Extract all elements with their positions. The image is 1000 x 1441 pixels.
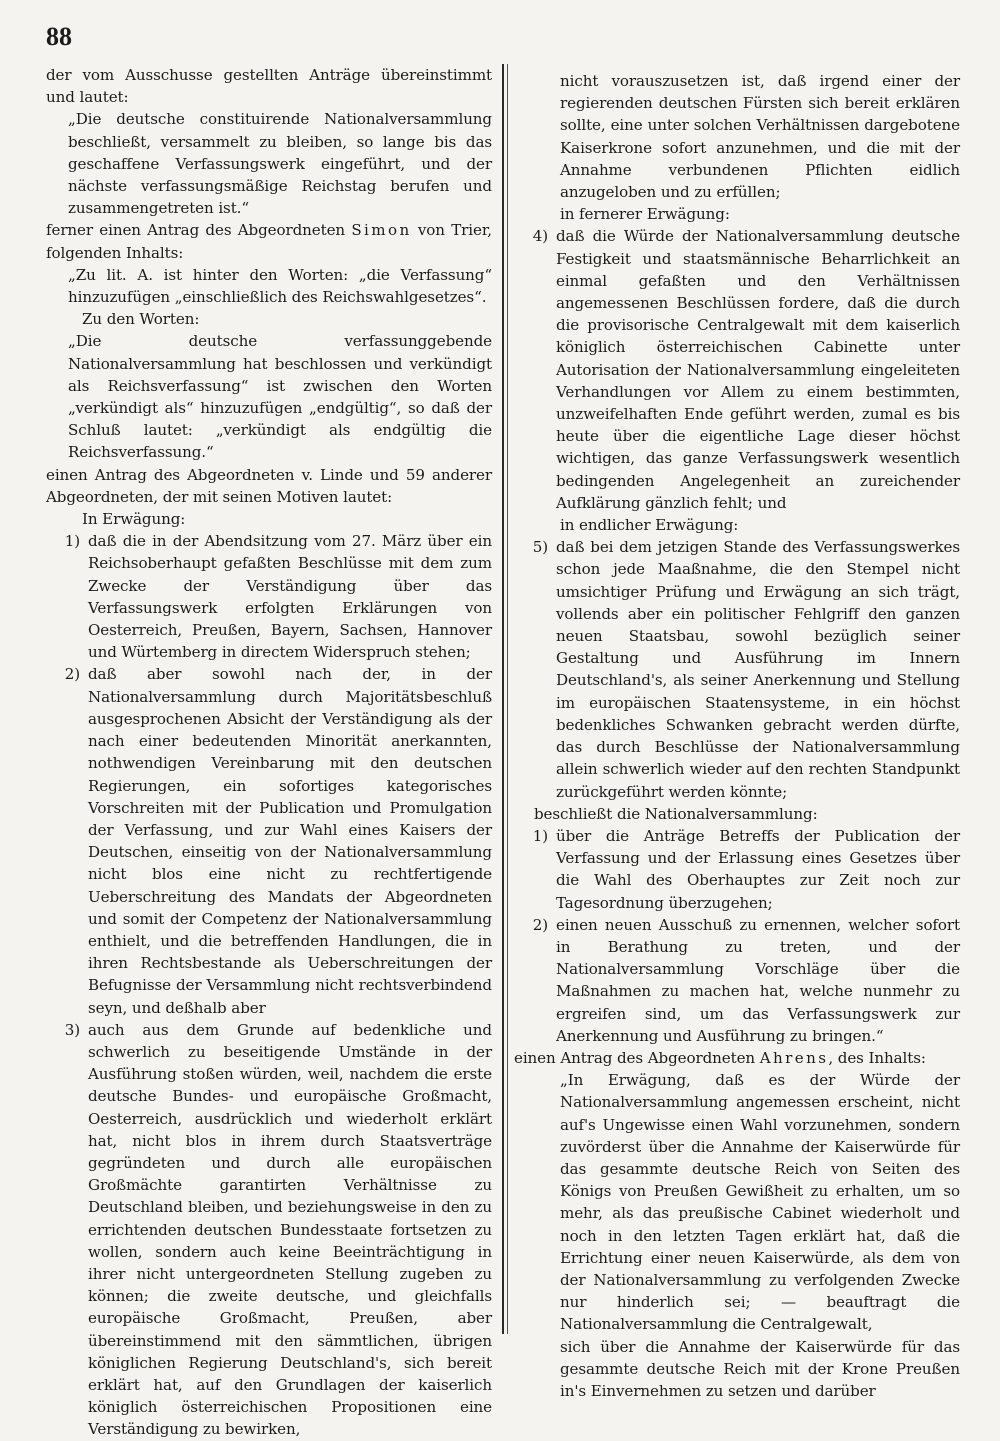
item-text: daß die in der Abendsitzung vom 27. März über ein Reichsoberhaupt gefaßten Beschlüsse mit dem zum Zwecke der Verständigung über das Verfassungswerk erfolgten Erklärungen von Oesterreich, Preußen, Bayern, Sachsen, Hannover und Würtemberg in directem Widerspruch stehen; [88,532,492,662]
numbered-item [46,530,492,663]
item-text: auch aus dem Grunde auf bedenkliche und schwerlich zu beseitigende Umstände in der Ausführung stoßen würden, weil, nachdem die erste deutsche Bundes- und europäische Großmacht, Oesterreich, ausdrücklich und wiederholt erklärt hat, nicht blos in ihrem durch Staatsverträge gegründeten und durch alle europäischen Großmächte garantirten Verhältnisse zu Deutschland bleiben, und beziehungsweise in den zu errichtenden deutschen Bundesstaate fortsetzen zu wollen, sondern auch keine Beeinträchtigung in ihrer nicht untergeordneten Stellung zugeben zu können; die zweite deutsche, und gleichfalls europäische Großmacht, Preußen, aber übereinstimmend mit den sämmtlichen, übrigen königlichen Regierung Deutschland's, sich bereit erklärt hat, auf den Grundlagen der kaiserlich königlich österreichischen Propositionen eine Verständigung zu bewirken, [88,1020,492,1439]
numbered-item [46,1019,492,1441]
item-number: 3) [64,1020,80,1039]
right-column [514,70,960,1400]
continued-text: nicht vorauszusetzen ist, daß irgend einer der regierenden deutschen Fürsten sich bereit erklären sollte, eine unter solchen Verhältnissen dargebotene Kaiserkrone sofort anzunehmen, und die mit der Annahme verbundenen Pflichten eidlich anzugeloben und zu erfüllen; [560,72,960,202]
quoted-amendment: „Die deutsche verfassunggebende Nationalversammlung hat beschlossen und verkündigt als Reichsverfassung“ ist zwischen den Worten „verkündigt als“ hinzuzufügen „endgültig“, so daß der Schluß lautet: „verkündigt als endgültig die Reichsverfassung.“ [68,332,492,462]
item-text: über die Anträge Betreffs der Publication der Verfassung und der Erlassung eines Gesetzes über die Wahl des Oberhauptes zur Zeit noch zur Tagesordnung überzugehen; [556,826,960,912]
deputy-name: Ahrens [759,1048,829,1067]
numbered-item [514,825,960,914]
paragraph: ferner einen Antrag des Abgeordneten Simon von Trier, folgenden Inhalts: [46,221,492,262]
numbered-item [514,225,960,514]
item-text: daß aber sowohl nach der, in der Nationalversammlung durch Majoritätsbeschluß ausgesprochenen Absicht der Verständigung als der nach einer bedeutenden Minorität anerkannten, nothwendigen Vereinbarung mit den deutschen Regierungen, ein sofortiges kategorisches Vorschreiten mit der Publication und Promulgation der Verfassung, und zur Wahl eines Kaisers der Deutschen, einseitig von der Nationalversammlung nicht blos eine nicht zu rechtfertigende Ueberschreitung des Mandats der Abgeordneten und somit der Competenz der Nationalversammlung enthielt, und die betreffenden Handlungen, die in ihren Rechtsbestande als Ueberschreitungen der Befugnisse der Versammlung nicht rechtsverbindend seyn, und deßhalb aber [88,665,492,1017]
paragraph: einen Antrag des Abgeordneten Ahrens, des Inhalts: [514,1048,926,1067]
item-number: 2) [532,915,548,934]
paragraph: der vom Ausschusse gestellten Anträge übereinstimmt und lautet: [46,66,492,107]
column-divider-thin [507,64,508,1334]
quoted-resolution: „Die deutsche constituirende Nationalversammlung beschließt, versammelt zu bleiben, so lange bis das geschaffene Verfassungswerk eingeführt, und der nächste verfassungsmäßige Reichstag berufen und zusammengetreten ist.“ [68,110,492,218]
left-column [46,64,492,1439]
item-text: daß bei dem jetzigen Stande des Verfassungswerkes schon jede Maaßnahme, die den Stempel nicht umsichtiger Prüfung und Erwägung an sich trägt, vollends aber ein politischer Fehlgriff den ganzen neuen Staatsbau, sowohl bezüglich seiner Gestaltung und Ausführung im Innern Deutschland's, als seiner Anerkennung und Stellung im europäischen Staatensysteme, in ein höchst bedenkliches Schwanken gebracht werden dürfte, das durch Beschlüsse der Nationalversammlung allein schwerlich wieder auf den rechten Standpunkt zurückgeführt werden könnte; [556,538,960,801]
item-number: 1) [532,826,548,845]
deputy-name: Simon [351,221,412,240]
numbered-item [514,914,960,1047]
numbered-item [46,663,492,1018]
item-text: einen neuen Ausschuß zu ernennen, welcher sofort in Berathung zu treten, und der Nationalversammlung Vorschläge über die Maßnahmen zu machen hat, welche nunmehr zu ergreifen sind, um das Verfassungswerk zur Anerkennung und Ausführung zu bringen.“ [556,915,960,1045]
paragraph: Zu den Worten: [82,310,200,329]
column-divider [502,64,504,1334]
paragraph: einen Antrag des Abgeordneten v. Linde und 59 anderer Abgeordneten, der mit seinen Motiven lautet: [46,465,492,506]
paragraph: in endlicher Erwägung: [560,516,739,535]
item-number: 5) [532,538,548,557]
paragraph: in fernerer Erwägung: [560,205,730,224]
item-number: 4) [532,227,548,246]
quoted-motion: sich über die Annahme der Kaiserwürde für das gesammte deutsche Reich mit der Krone Preußen in's Einvernehmen zu setzen und darüber [560,1337,960,1400]
quoted-amendment: „Zu lit. A. ist hinter den Worten: „die Verfassung“ hinzuzufügen „einschließlich des Reichswahlgesetzes“. [68,265,492,307]
numbered-item [514,536,960,802]
item-text: daß die Würde der Nationalversammlung deutsche Festigkeit und staatsmännische Beharrlichkeit an einmal gefaßten und den Verhältnissen angemessenen Beschlüssen fordere, daß die durch die provisorische Centralgewalt mit dem kaiserlich königlich österreichischen Cabinette unter Autorisation der Nationalversammlung eingeleiteten Verhandlungen vor Allem zu einem bestimmten, unzweifelhaften Ende geführt werden, zumal es bis heute über die eigentliche Lage dieser höchst wichtigen, das ganze Verfassungswerk wesentlich bedingenden Angelegenheit an zureichender Aufklärung gänzlich fehlt; und [556,227,960,512]
page-number: 88 [46,22,72,51]
paragraph: In Erwägung: [82,510,186,529]
item-number: 2) [64,665,80,684]
paragraph: beschließt die Nationalversammlung: [534,804,818,823]
item-number: 1) [64,532,80,551]
quoted-motion: „In Erwägung, daß es der Würde der Nationalversammlung angemessen erscheint, nicht auf's Ungewisse einen Wahl vorzunehmen, sondern zuvörderst über die Annahme der Kaiserwürde für das gesammte deutsche Reich von Seiten des Königs von Preußen Gewißheit zu erhalten, um so mehr, als das preußische Cabinet wiederholt und noch in den letzten Tagen erklärt hat, daß die Errichtung einer neuen Kaiserwürde, als dem von der Nationalversammlung zu verfolgenden Zwecke nur hinderlich sei; — beauftragt die Nationalversammlung die Centralgewalt, [560,1071,960,1334]
